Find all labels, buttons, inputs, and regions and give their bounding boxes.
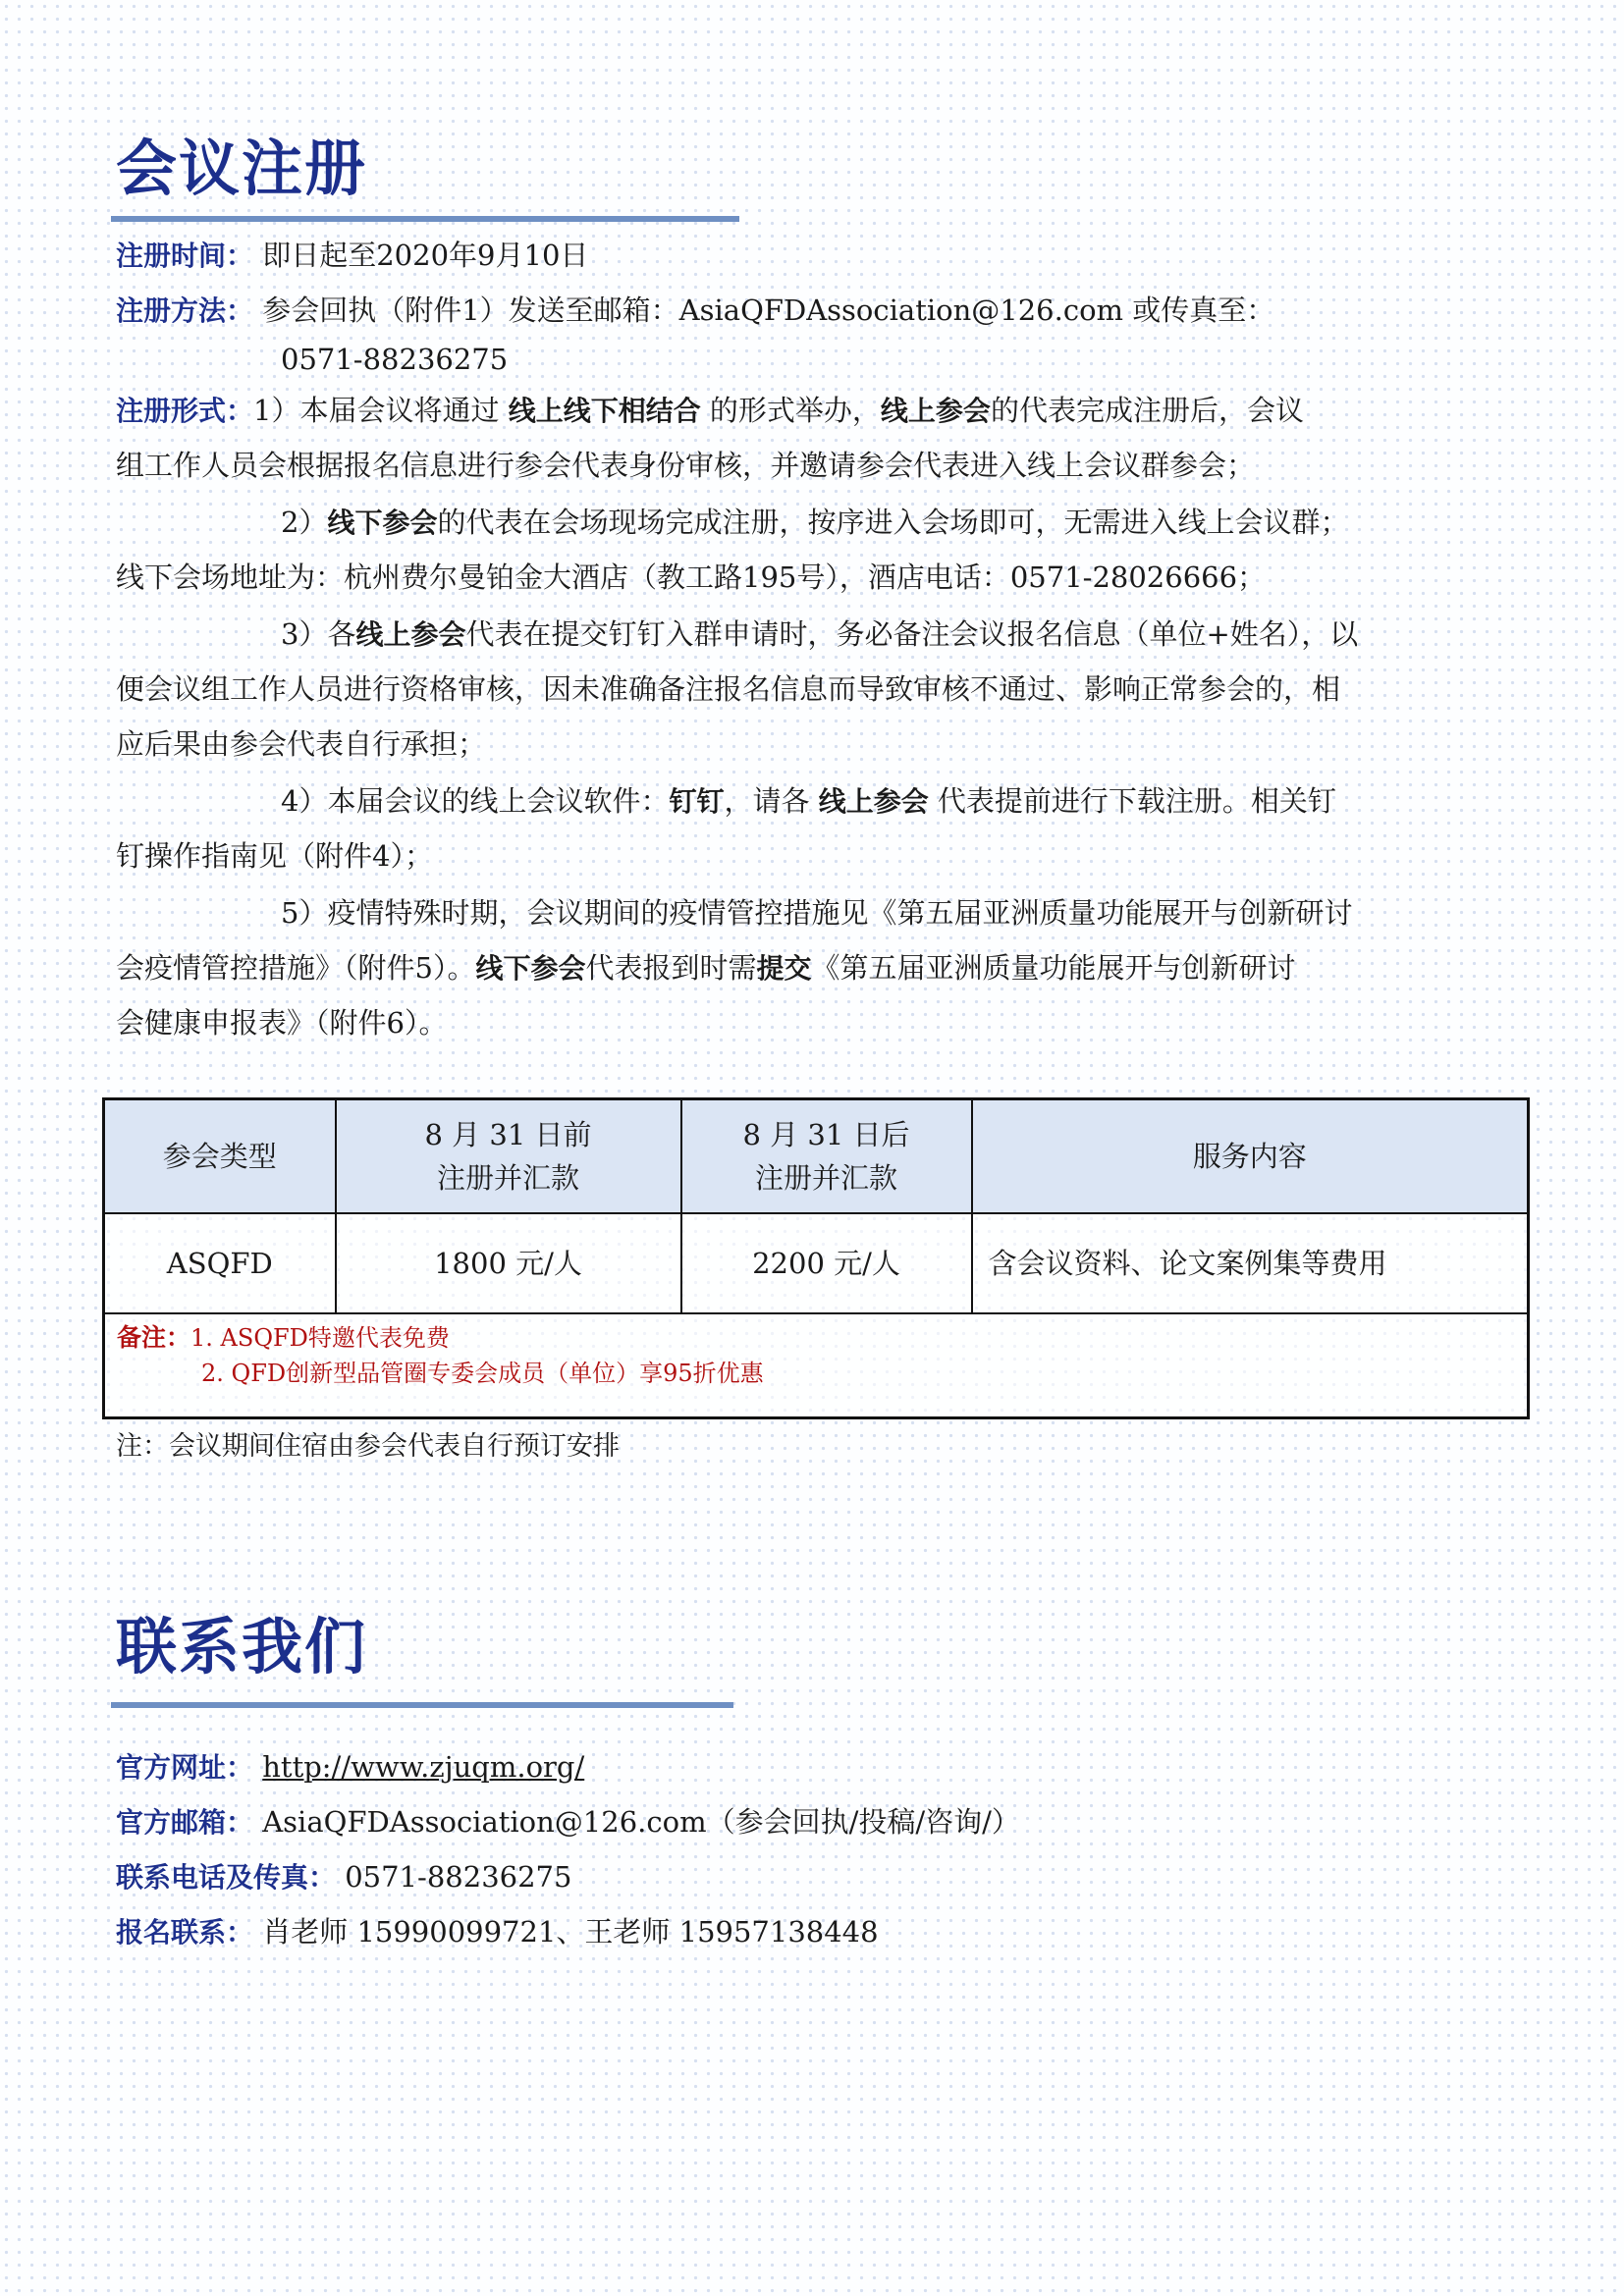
website-link[interactable]: http://www.zjuqm.org/ xyxy=(262,1750,585,1784)
form-p4-text: 代表提前进行下载注册。相关钉 xyxy=(928,784,1336,818)
header-early xyxy=(336,1099,681,1214)
registration-form-p5-line3: 会健康申报表》（附件6）。 xyxy=(116,1006,448,1040)
form-p1-text: 1）本届会议将通过 xyxy=(253,394,509,427)
cell-type: ASQFD xyxy=(104,1213,336,1313)
contact-signup xyxy=(116,1912,1520,1952)
registration-time xyxy=(116,236,1520,276)
contact-email xyxy=(116,1802,1520,1842)
form-p4-bold: 钉钉 xyxy=(669,785,725,818)
registration-form-p1-line2: 组工作人员会根据报名信息进行参会代表身份审核，并邀请参会代表进入线上会议群参会； xyxy=(116,449,1256,482)
contact-website xyxy=(116,1747,1520,1788)
header-late-date: 8 月 31 日后 xyxy=(742,1118,910,1151)
form-p4-bold: 线上参会 xyxy=(818,785,929,818)
email-value: AsiaQFDAssociation@126.com（参会回执/投稿/咨询/） xyxy=(262,1805,1020,1839)
form-p5-bold: 线下参会 xyxy=(475,952,586,985)
accommodation-note: 注：会议期间住宿由参会代表自行预订安排 xyxy=(116,1431,620,1462)
registration-form-p1 xyxy=(116,391,1520,431)
registration-form-p3-line2: 便会议组工作人员进行资格审核，因未准确备注报名信息而导致审核不通过、影响正常参会的，相 xyxy=(116,672,1341,706)
registration-form-p5: 5）疫情特殊时期，会议期间的疫情管控措施见《第五届亚洲质量功能展开与创新研讨 xyxy=(281,896,1353,930)
cell-service: 含会议资料、论文案例集等费用 xyxy=(972,1213,1529,1313)
registration-form-p4 xyxy=(116,781,1624,822)
header-late xyxy=(681,1099,972,1214)
registration-method-value: 参会回执（附件1）发送至邮箱：AsiaQFDAssociation@126.com 或传真至： xyxy=(262,294,1275,327)
header-late-note: 注册并汇款 xyxy=(754,1161,897,1195)
form-p1-text: 的代表完成注册后，会议 xyxy=(990,394,1304,427)
table-row xyxy=(104,1213,1529,1313)
header-service: 服务内容 xyxy=(972,1099,1529,1214)
form-p1-bold: 线上线下相结合 xyxy=(508,395,701,427)
signup-label: 报名联系： xyxy=(116,1916,254,1949)
registration-form-p2-line2: 线下会场地址为：杭州费尔曼铂金大酒店（教工路195号），酒店电话：0571-28026666； xyxy=(116,561,1267,594)
form-p2-text: 2） xyxy=(281,506,328,539)
form-p1-bold: 线上参会 xyxy=(880,395,991,427)
registration-time-value: 即日起至2020年9月10日 xyxy=(262,239,589,272)
registration-method-label: 注册方法： xyxy=(116,294,254,327)
registration-method xyxy=(116,291,1520,331)
header-type: 参会类型 xyxy=(104,1099,336,1214)
signup-value: 肖老师 15990099721、王老师 15957138448 xyxy=(262,1915,879,1949)
registration-method-fax: 0571-88236275 xyxy=(281,343,509,376)
registration-form-p3-line3: 应后果由参会代表自行承担； xyxy=(116,727,487,761)
form-p5-text: 代表报到时需 xyxy=(585,951,757,985)
form-p2-bold: 线下参会 xyxy=(327,507,438,539)
website-label: 官方网址： xyxy=(116,1751,254,1784)
note-2: 2. QFD创新型品管圈专委会成员（单位）享95折优惠 xyxy=(201,1360,764,1387)
cell-early-fee: 1800 元/人 xyxy=(336,1213,681,1313)
header-early-date: 8 月 31 日前 xyxy=(424,1118,592,1151)
email-label: 官方邮箱： xyxy=(116,1806,254,1839)
table-notes-row xyxy=(104,1313,1529,1418)
registration-form-label: 注册形式： xyxy=(116,395,254,427)
registration-form-p4-line2: 钉操作指南见（附件4）； xyxy=(116,839,433,873)
form-p5-text: 《第五届亚洲质量功能展开与创新研讨 xyxy=(811,951,1296,985)
fee-table xyxy=(102,1097,1530,1419)
phone-label: 联系电话及传真： xyxy=(116,1861,337,1894)
fee-notes xyxy=(104,1313,1529,1418)
form-p3-text: 3）各 xyxy=(281,617,356,651)
fee-table-header-row xyxy=(104,1099,1529,1214)
form-p3-bold: 线上参会 xyxy=(355,618,466,651)
registration-form-p5-line2 xyxy=(116,948,1520,988)
contact-phone xyxy=(116,1857,1520,1897)
form-p2-text: 的代表在会场现场完成注册，按序进入会场即可，无需进入线上会议群； xyxy=(437,506,1349,539)
registration-heading-rule xyxy=(111,216,739,222)
form-p4-text: 4）本届会议的线上会议软件： xyxy=(281,784,670,818)
phone-value: 0571-88236275 xyxy=(345,1860,572,1894)
form-p5-text: 会疫情管控措施》（附件5）。 xyxy=(116,951,476,985)
notes-label: 备注： xyxy=(117,1323,191,1352)
registration-form-p3 xyxy=(116,614,1624,655)
registration-time-label: 注册时间： xyxy=(116,240,254,272)
contact-heading: 联系我们 xyxy=(116,1611,368,1682)
note-1: 1. ASQFD特邀代表免费 xyxy=(190,1324,450,1352)
header-early-note: 注册并汇款 xyxy=(436,1161,579,1195)
form-p5-bold: 提交 xyxy=(756,952,812,985)
form-p3-text: 代表在提交钉钉入群申请时，务必备注会议报名信息（单位+姓名），以 xyxy=(465,617,1359,651)
form-p4-text: ，请各 xyxy=(724,784,819,818)
form-p1-text: 的形式举办， xyxy=(700,394,881,427)
cell-late-fee: 2200 元/人 xyxy=(681,1213,972,1313)
contact-heading-rule xyxy=(111,1702,733,1708)
registration-form-p2 xyxy=(116,503,1624,543)
registration-heading: 会议注册 xyxy=(116,133,368,204)
